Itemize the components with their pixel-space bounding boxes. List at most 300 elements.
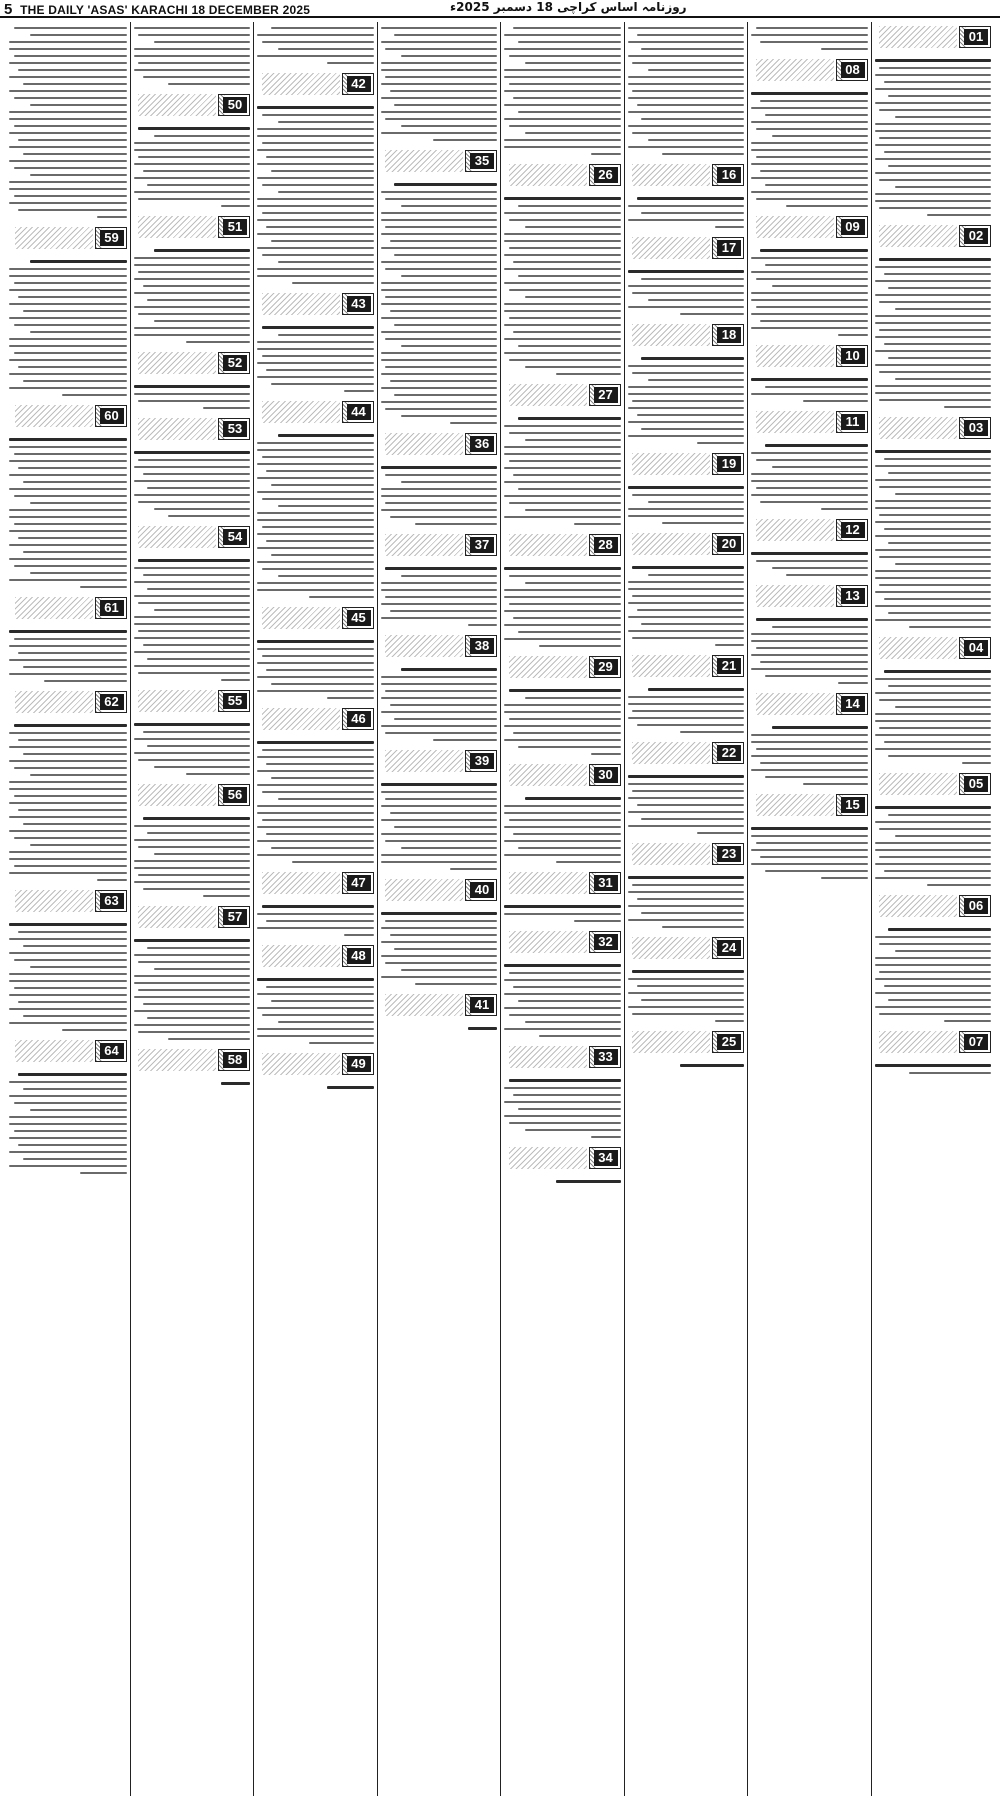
item-header bbox=[9, 401, 127, 433]
item-number: 47 bbox=[347, 875, 371, 891]
text-line bbox=[513, 617, 620, 619]
text-line bbox=[895, 493, 991, 495]
text-line bbox=[895, 378, 991, 380]
headline-hatch-bar bbox=[756, 411, 834, 433]
text-line bbox=[30, 572, 126, 574]
text-line bbox=[9, 268, 127, 270]
item-header bbox=[134, 902, 251, 934]
article-text-lines bbox=[9, 1073, 127, 1174]
headline-hatch-bar bbox=[262, 708, 340, 730]
text-line bbox=[518, 631, 621, 633]
text-line bbox=[632, 710, 744, 712]
text-line bbox=[262, 655, 374, 657]
text-line bbox=[525, 439, 621, 441]
text-line bbox=[23, 1088, 126, 1090]
news-item bbox=[751, 790, 868, 879]
item-number-badge bbox=[342, 945, 374, 967]
text-line bbox=[875, 936, 992, 938]
article-text-lines bbox=[381, 912, 498, 985]
text-line bbox=[23, 481, 126, 483]
text-line bbox=[751, 734, 868, 736]
text-line bbox=[504, 1087, 621, 1089]
text-line bbox=[168, 83, 250, 85]
text-line bbox=[875, 748, 992, 750]
text-line bbox=[9, 289, 127, 291]
text-line bbox=[381, 603, 498, 605]
text-line bbox=[628, 27, 745, 29]
text-line bbox=[9, 830, 127, 832]
text-line bbox=[381, 833, 498, 835]
text-line bbox=[381, 927, 498, 929]
text-line bbox=[154, 853, 250, 855]
text-line bbox=[257, 1035, 374, 1037]
item-number-badge bbox=[95, 405, 127, 427]
news-item bbox=[9, 27, 127, 218]
news-column bbox=[624, 22, 748, 1796]
text-line bbox=[147, 745, 250, 747]
item-number-badge bbox=[959, 895, 991, 917]
text-line bbox=[18, 931, 126, 933]
news-item bbox=[875, 633, 992, 764]
text-line bbox=[628, 125, 745, 127]
text-line bbox=[262, 212, 374, 214]
headline-hatch-bar bbox=[632, 1031, 710, 1053]
headline-hatch-bar bbox=[262, 293, 340, 315]
item-number: 48 bbox=[347, 948, 371, 964]
text-line bbox=[394, 104, 497, 106]
article-text-lines bbox=[875, 928, 992, 1022]
text-line bbox=[751, 313, 868, 315]
text-line bbox=[648, 688, 744, 691]
text-line bbox=[509, 575, 621, 577]
text-line bbox=[875, 74, 992, 76]
text-line bbox=[944, 406, 991, 408]
item-header bbox=[504, 160, 621, 192]
text-line bbox=[525, 797, 621, 800]
text-line bbox=[765, 386, 868, 388]
text-line bbox=[504, 725, 621, 727]
text-line bbox=[875, 172, 992, 174]
text-line bbox=[266, 540, 373, 542]
text-line bbox=[9, 160, 127, 162]
headline-hatch-bar bbox=[138, 94, 216, 116]
text-line bbox=[513, 732, 620, 734]
item-number-badge bbox=[959, 225, 991, 247]
text-line bbox=[513, 833, 620, 835]
text-line bbox=[632, 595, 744, 597]
text-line bbox=[381, 233, 498, 235]
item-number-badge bbox=[712, 843, 744, 865]
text-line bbox=[838, 334, 867, 336]
text-line bbox=[154, 766, 250, 768]
text-line bbox=[30, 331, 126, 333]
text-line bbox=[504, 812, 621, 814]
text-line bbox=[697, 442, 744, 444]
text-line bbox=[9, 62, 127, 64]
text-line bbox=[262, 41, 374, 43]
text-line bbox=[257, 770, 374, 772]
text-line bbox=[394, 254, 497, 256]
text-line bbox=[266, 669, 373, 671]
item-number-badge bbox=[218, 906, 250, 928]
text-line bbox=[632, 372, 744, 374]
item-number-badge bbox=[836, 411, 868, 433]
text-line bbox=[875, 678, 992, 680]
item-number: 34 bbox=[594, 1150, 618, 1166]
item-number: 18 bbox=[717, 327, 741, 343]
text-line bbox=[134, 257, 251, 259]
article-text-lines bbox=[257, 741, 374, 863]
text-line bbox=[875, 591, 992, 593]
text-line bbox=[879, 329, 991, 331]
article-text-lines bbox=[134, 249, 251, 343]
text-line bbox=[18, 296, 126, 298]
text-line bbox=[879, 514, 991, 516]
text-line bbox=[888, 928, 991, 931]
text-line bbox=[134, 996, 251, 998]
text-line bbox=[271, 683, 374, 685]
news-item bbox=[875, 891, 992, 1022]
text-line bbox=[9, 760, 127, 762]
item-number: 21 bbox=[717, 658, 741, 674]
text-line bbox=[888, 357, 991, 359]
text-line bbox=[888, 814, 991, 816]
item-number: 28 bbox=[594, 537, 618, 553]
article-text-lines bbox=[134, 817, 251, 897]
item-header bbox=[381, 429, 498, 461]
text-line bbox=[879, 971, 991, 973]
headline-hatch-bar bbox=[15, 1040, 93, 1062]
item-header bbox=[504, 927, 621, 959]
text-line bbox=[138, 34, 250, 36]
text-line bbox=[168, 1038, 250, 1040]
text-line bbox=[821, 508, 868, 510]
text-line bbox=[257, 128, 374, 130]
text-line bbox=[138, 961, 250, 963]
text-line bbox=[134, 149, 251, 151]
item-header bbox=[751, 581, 868, 613]
english-masthead-text: THE DAILY 'ASAS' KARACHI 18 DECEMBER 2025 bbox=[20, 3, 311, 17]
headline-hatch-bar bbox=[879, 637, 957, 659]
text-line bbox=[875, 619, 992, 621]
text-line bbox=[637, 34, 744, 36]
text-line bbox=[9, 48, 127, 50]
text-line bbox=[9, 923, 127, 926]
text-line bbox=[257, 927, 374, 929]
text-line bbox=[257, 676, 374, 678]
text-line bbox=[385, 76, 497, 78]
text-line bbox=[138, 198, 250, 200]
headline-hatch-bar bbox=[632, 937, 710, 959]
text-line bbox=[875, 450, 992, 453]
text-line bbox=[760, 661, 867, 663]
text-line bbox=[138, 846, 250, 848]
text-line bbox=[504, 338, 621, 340]
headline-hatch-bar bbox=[385, 433, 463, 455]
text-line bbox=[381, 27, 498, 29]
text-line bbox=[14, 837, 127, 839]
text-line bbox=[14, 167, 127, 169]
text-line bbox=[504, 711, 621, 713]
text-line bbox=[680, 313, 744, 315]
text-line bbox=[756, 748, 868, 750]
article-text-lines bbox=[504, 1079, 621, 1138]
text-line bbox=[154, 41, 250, 43]
item-number: 04 bbox=[964, 640, 988, 656]
text-line bbox=[257, 177, 374, 179]
text-line bbox=[271, 777, 374, 779]
news-item bbox=[875, 1027, 992, 1074]
text-line bbox=[14, 324, 127, 326]
text-line bbox=[394, 324, 497, 326]
article-text-lines bbox=[751, 92, 868, 207]
text-line bbox=[257, 993, 374, 995]
article-text-lines bbox=[628, 1064, 745, 1067]
text-line bbox=[513, 1094, 620, 1096]
text-line bbox=[266, 833, 373, 835]
text-line bbox=[9, 659, 127, 661]
text-line bbox=[203, 407, 250, 409]
article-text-lines bbox=[134, 385, 251, 409]
news-column bbox=[871, 22, 995, 1796]
text-line bbox=[632, 970, 744, 973]
item-number: 41 bbox=[470, 997, 494, 1013]
text-line bbox=[138, 501, 250, 503]
text-line bbox=[271, 383, 374, 385]
headline-hatch-bar bbox=[632, 742, 710, 764]
news-item bbox=[628, 1027, 745, 1067]
text-line bbox=[879, 828, 991, 830]
text-line bbox=[278, 505, 374, 507]
item-number: 06 bbox=[964, 898, 988, 914]
text-line bbox=[641, 357, 744, 360]
text-line bbox=[772, 466, 868, 468]
text-line bbox=[875, 200, 992, 202]
text-line bbox=[14, 495, 127, 497]
text-line bbox=[504, 913, 621, 915]
text-line bbox=[9, 460, 127, 462]
news-item bbox=[381, 146, 498, 424]
text-line bbox=[9, 488, 127, 490]
item-header bbox=[875, 22, 992, 54]
text-line bbox=[756, 647, 868, 649]
text-line bbox=[509, 317, 621, 319]
text-line bbox=[134, 385, 251, 388]
text-line bbox=[381, 352, 498, 354]
text-line bbox=[186, 773, 250, 775]
headline-hatch-bar bbox=[385, 994, 463, 1016]
headline-hatch-bar bbox=[385, 150, 463, 172]
item-number: 33 bbox=[594, 1049, 618, 1065]
text-line bbox=[895, 116, 991, 118]
text-line bbox=[632, 637, 744, 639]
item-number: 02 bbox=[964, 228, 988, 244]
text-line bbox=[468, 1027, 497, 1030]
item-number: 37 bbox=[470, 537, 494, 553]
text-line bbox=[138, 459, 250, 461]
news-item bbox=[504, 652, 621, 755]
text-line bbox=[138, 630, 250, 632]
text-line bbox=[257, 561, 374, 563]
text-line bbox=[257, 491, 374, 493]
article-text-lines bbox=[751, 618, 868, 684]
text-line bbox=[14, 959, 127, 961]
text-line bbox=[30, 1109, 126, 1111]
headline-hatch-bar bbox=[385, 534, 463, 556]
text-line bbox=[138, 127, 250, 130]
text-line bbox=[509, 83, 621, 85]
news-item bbox=[9, 886, 127, 1031]
text-line bbox=[143, 473, 250, 475]
text-line bbox=[134, 860, 251, 862]
text-line bbox=[944, 1020, 991, 1022]
text-line bbox=[271, 170, 374, 172]
item-header bbox=[504, 530, 621, 562]
text-line bbox=[385, 962, 497, 964]
item-number: 01 bbox=[964, 29, 988, 45]
item-number: 24 bbox=[717, 940, 741, 956]
text-line bbox=[518, 746, 621, 748]
text-line bbox=[888, 287, 991, 289]
item-number-badge bbox=[95, 1040, 127, 1062]
news-item bbox=[751, 515, 868, 576]
text-line bbox=[504, 964, 621, 967]
text-line bbox=[14, 453, 127, 455]
text-line bbox=[504, 993, 621, 995]
text-line bbox=[385, 48, 497, 50]
item-number: 19 bbox=[717, 456, 741, 472]
text-line bbox=[266, 763, 373, 765]
text-line bbox=[9, 1081, 127, 1083]
text-line bbox=[9, 544, 127, 546]
text-line bbox=[278, 434, 374, 437]
text-line bbox=[381, 488, 498, 490]
article-text-lines bbox=[381, 668, 498, 741]
item-number: 57 bbox=[223, 909, 247, 925]
text-line bbox=[381, 509, 498, 511]
text-line bbox=[628, 919, 745, 921]
news-item bbox=[504, 160, 621, 375]
item-header bbox=[628, 449, 745, 481]
item-header bbox=[134, 686, 251, 718]
text-line bbox=[875, 193, 992, 195]
text-line bbox=[875, 1064, 992, 1067]
headline-hatch-bar bbox=[509, 1147, 587, 1169]
article-text-lines bbox=[134, 1082, 251, 1085]
text-line bbox=[838, 682, 867, 684]
text-line bbox=[879, 109, 991, 111]
text-line bbox=[134, 393, 251, 395]
text-line bbox=[9, 181, 127, 183]
headline-hatch-bar bbox=[138, 216, 216, 238]
text-line bbox=[875, 465, 992, 467]
text-line bbox=[134, 752, 251, 754]
text-line bbox=[134, 480, 251, 482]
text-line bbox=[381, 331, 498, 333]
text-line bbox=[751, 755, 868, 757]
text-line bbox=[751, 393, 868, 395]
text-line bbox=[9, 732, 127, 734]
text-line bbox=[271, 27, 374, 29]
item-number-badge bbox=[712, 453, 744, 475]
text-line bbox=[751, 494, 868, 496]
text-line bbox=[888, 165, 991, 167]
item-number-badge bbox=[342, 708, 374, 730]
item-number-badge bbox=[218, 418, 250, 440]
text-line bbox=[30, 104, 126, 106]
text-line bbox=[9, 938, 127, 940]
item-header bbox=[381, 631, 498, 663]
text-line bbox=[14, 523, 127, 525]
text-line bbox=[401, 575, 497, 577]
text-line bbox=[257, 582, 374, 584]
text-line bbox=[327, 62, 374, 64]
text-line bbox=[9, 630, 127, 633]
headline-hatch-bar bbox=[262, 945, 340, 967]
text-line bbox=[257, 978, 374, 981]
text-line bbox=[385, 798, 497, 800]
item-header bbox=[381, 530, 498, 562]
text-line bbox=[628, 775, 745, 778]
text-line bbox=[504, 854, 621, 856]
headline-hatch-bar bbox=[509, 656, 587, 678]
text-line bbox=[278, 798, 374, 800]
text-line bbox=[756, 560, 868, 562]
item-number: 35 bbox=[470, 153, 494, 169]
text-line bbox=[637, 104, 744, 106]
text-line bbox=[9, 516, 127, 518]
text-line bbox=[525, 509, 621, 511]
text-line bbox=[648, 501, 744, 503]
text-line bbox=[641, 912, 744, 914]
text-line bbox=[803, 783, 867, 785]
text-line bbox=[875, 821, 992, 823]
text-line bbox=[504, 197, 621, 200]
article-text-lines bbox=[257, 434, 374, 598]
item-number: 23 bbox=[717, 846, 741, 862]
text-line bbox=[786, 205, 868, 207]
headline-hatch-bar bbox=[632, 453, 710, 475]
text-line bbox=[18, 809, 126, 811]
item-number: 55 bbox=[223, 693, 247, 709]
item-number: 52 bbox=[223, 355, 247, 371]
text-line bbox=[257, 149, 374, 151]
text-line bbox=[18, 537, 126, 539]
text-line bbox=[394, 718, 497, 720]
text-line bbox=[381, 212, 498, 214]
article-text-lines bbox=[628, 876, 745, 928]
article-text-lines bbox=[504, 797, 621, 863]
item-header bbox=[628, 320, 745, 352]
headline-hatch-bar bbox=[138, 418, 216, 440]
news-item bbox=[134, 348, 251, 409]
news-item bbox=[628, 651, 745, 733]
text-line bbox=[641, 818, 744, 820]
text-line bbox=[504, 324, 621, 326]
text-line bbox=[751, 827, 868, 830]
text-line bbox=[518, 1000, 621, 1002]
text-line bbox=[662, 153, 744, 155]
item-header bbox=[751, 341, 868, 373]
text-line bbox=[879, 371, 991, 373]
text-line bbox=[697, 832, 744, 834]
text-line bbox=[278, 191, 374, 193]
text-line bbox=[504, 495, 621, 497]
text-line bbox=[628, 508, 745, 510]
headline-hatch-bar bbox=[138, 1049, 216, 1071]
news-item bbox=[134, 414, 251, 517]
text-line bbox=[504, 979, 621, 981]
